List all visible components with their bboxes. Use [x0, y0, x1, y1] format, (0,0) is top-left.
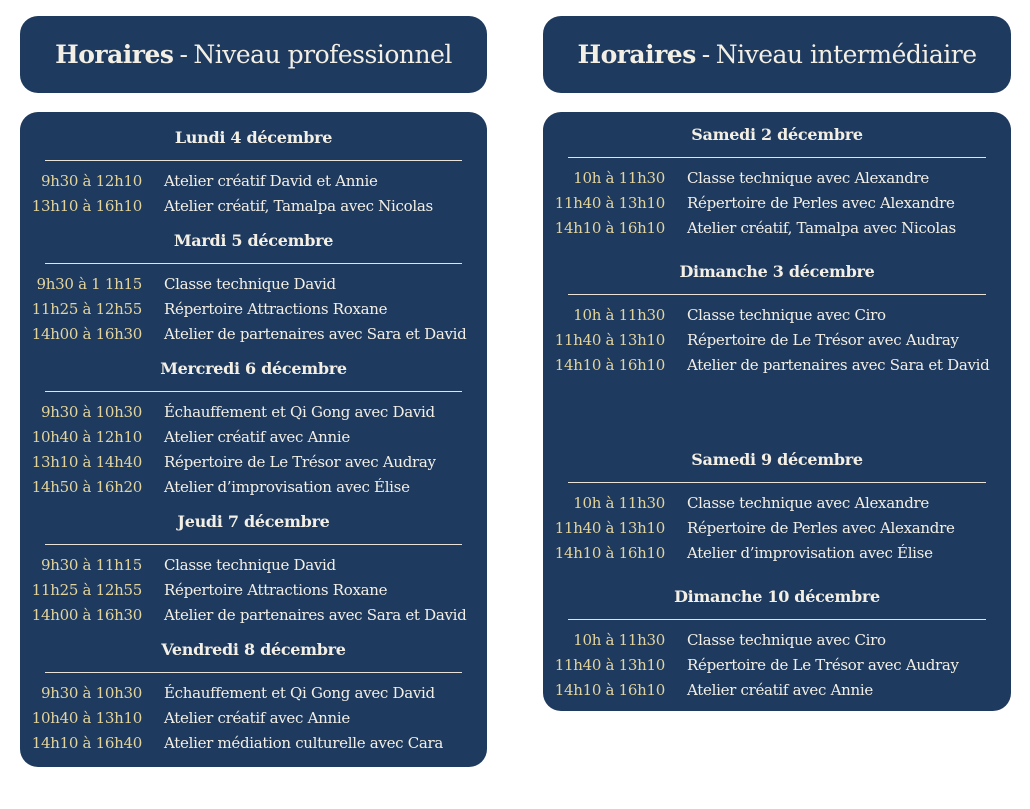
activity: Échauffement et Qi Gong avec David: [164, 684, 435, 702]
activity: Classe technique avec Alexandre: [687, 494, 929, 512]
day-title: Jeudi 7 décembre: [177, 512, 330, 531]
day-divider: [568, 294, 986, 295]
time-range: 13h10 à 16h10: [31, 197, 142, 215]
day-block: [20, 355, 487, 500]
activity: Classe technique David: [164, 275, 336, 293]
day-divider: [45, 672, 462, 673]
activity: Atelier créatif avec Annie: [164, 709, 350, 727]
schedule-row: [543, 191, 1011, 216]
activity: Répertoire de Le Trésor avec Audray: [164, 453, 436, 471]
activity: Atelier de partenaires avec Sara et David: [164, 606, 467, 624]
time-range: 11h40 à 13h10: [554, 519, 665, 537]
day-divider: [568, 482, 986, 483]
schedule-row: [543, 303, 1011, 328]
day-title: Dimanche 10 décembre: [674, 587, 880, 606]
activity: Atelier créatif, Tamalpa avec Nicolas: [687, 219, 956, 237]
day-block: [20, 124, 487, 219]
activity: Répertoire de Perles avec Alexandre: [687, 194, 955, 212]
title-bold: Horaires: [55, 40, 174, 69]
activity: Atelier créatif avec Annie: [687, 681, 873, 699]
schedule-row: [20, 475, 487, 500]
time-range: 9h30 à 11h15: [40, 556, 142, 574]
time-range: 9h30 à 1 1h15: [36, 275, 142, 293]
time-range: 11h25 à 12h55: [31, 300, 142, 318]
activity: Répertoire Attractions Roxane: [164, 581, 388, 599]
day-block: [543, 121, 1011, 241]
day-block: [543, 446, 1011, 566]
time-range: 10h à 11h30: [573, 631, 665, 649]
activity: Atelier de partenaires avec Sara et David: [687, 356, 990, 374]
schedule-row: [20, 681, 487, 706]
time-range: 10h40 à 13h10: [31, 709, 142, 727]
time-range: 9h30 à 12h10: [40, 172, 142, 190]
day-divider: [568, 619, 986, 620]
activity: Classe technique avec Alexandre: [687, 169, 929, 187]
time-range: 14h10 à 16h40: [31, 734, 142, 752]
day-title: Samedi 9 décembre: [691, 450, 863, 469]
schedule-row: [543, 216, 1011, 241]
activity: Atelier d’improvisation avec Élise: [164, 478, 410, 496]
activity: Classe technique avec Ciro: [687, 306, 886, 324]
schedule-row: [543, 491, 1011, 516]
day-title: Dimanche 3 décembre: [679, 262, 875, 281]
time-range: 10h à 11h30: [573, 169, 665, 187]
day-title: Lundi 4 décembre: [174, 128, 333, 147]
time-range: 9h30 à 10h30: [40, 403, 142, 421]
day-divider: [568, 157, 986, 158]
activity: Classe technique avec Ciro: [687, 631, 886, 649]
schedule-row: [20, 400, 487, 425]
activity: Échauffement et Qi Gong avec David: [164, 403, 435, 421]
title-separator: -: [179, 40, 188, 69]
schedule-panel-professional: [20, 112, 487, 767]
time-range: 14h00 à 16h30: [31, 325, 142, 343]
schedule-row: [20, 297, 487, 322]
schedule-row: [543, 541, 1011, 566]
time-range: 10h à 11h30: [573, 494, 665, 512]
schedule-row: [20, 603, 487, 628]
time-range: 14h10 à 16h10: [554, 544, 665, 562]
activity: Atelier créatif David et Annie: [164, 172, 378, 190]
schedule-row: [20, 578, 487, 603]
activity: Atelier médiation culturelle avec Cara: [164, 734, 444, 752]
time-range: 10h40 à 12h10: [31, 428, 142, 446]
schedule-row: [20, 706, 487, 731]
time-range: 13h10 à 14h40: [31, 453, 142, 471]
activity: Atelier créatif avec Annie: [164, 428, 350, 446]
title-separator: -: [701, 40, 710, 69]
schedule-row: [543, 678, 1011, 703]
schedule-row: [543, 328, 1011, 353]
title-card-intermediate: [543, 16, 1011, 93]
day-title: Mardi 5 décembre: [173, 231, 334, 250]
activity: Atelier créatif, Tamalpa avec Nicolas: [164, 197, 433, 215]
schedule-row: [543, 166, 1011, 191]
day-block: [20, 227, 487, 347]
time-range: 14h10 à 16h10: [554, 219, 665, 237]
day-block: [20, 508, 487, 628]
activity: Répertoire de Le Trésor avec Audray: [687, 331, 959, 349]
title-bold: Horaires: [577, 40, 696, 69]
time-range: 11h40 à 13h10: [554, 194, 665, 212]
schedule-row: [20, 553, 487, 578]
title-level: Niveau professionnel: [193, 40, 452, 69]
time-range: 11h25 à 12h55: [31, 581, 142, 599]
schedule-panel-intermediate: [543, 112, 1011, 711]
activity: Atelier d’improvisation avec Élise: [687, 544, 933, 562]
time-range: 11h40 à 13h10: [554, 331, 665, 349]
day-divider: [45, 544, 462, 545]
activity: Répertoire de Perles avec Alexandre: [687, 519, 955, 537]
day-block: [543, 258, 1011, 378]
activity: Répertoire de Le Trésor avec Audray: [687, 656, 959, 674]
schedule-row: [543, 516, 1011, 541]
schedule-row: [20, 272, 487, 297]
schedule-row: [543, 653, 1011, 678]
schedule-row: [543, 353, 1011, 378]
schedule-row: [543, 628, 1011, 653]
schedule-row: [20, 731, 487, 756]
day-block: [543, 583, 1011, 703]
title-level: Niveau intermédiaire: [715, 40, 977, 69]
time-range: 14h50 à 16h20: [31, 478, 142, 496]
schedule-row: [20, 169, 487, 194]
time-range: 10h à 11h30: [573, 306, 665, 324]
day-block: [20, 636, 487, 756]
time-range: 11h40 à 13h10: [554, 656, 665, 674]
time-range: 9h30 à 10h30: [40, 684, 142, 702]
activity: Répertoire Attractions Roxane: [164, 300, 388, 318]
day-divider: [45, 391, 462, 392]
activity: Classe technique David: [164, 556, 336, 574]
day-title: Vendredi 8 décembre: [161, 640, 346, 659]
title-card-professional: [20, 16, 487, 93]
day-title: Mercredi 6 décembre: [160, 359, 347, 378]
schedule-row: [20, 194, 487, 219]
time-range: 14h00 à 16h30: [31, 606, 142, 624]
activity: Atelier de partenaires avec Sara et David: [164, 325, 467, 343]
time-range: 14h10 à 16h10: [554, 356, 665, 374]
day-divider: [45, 160, 462, 161]
day-title: Samedi 2 décembre: [691, 125, 863, 144]
time-range: 14h10 à 16h10: [554, 681, 665, 699]
schedule-row: [20, 322, 487, 347]
schedule-row: [20, 450, 487, 475]
schedule-row: [20, 425, 487, 450]
day-divider: [45, 263, 462, 264]
